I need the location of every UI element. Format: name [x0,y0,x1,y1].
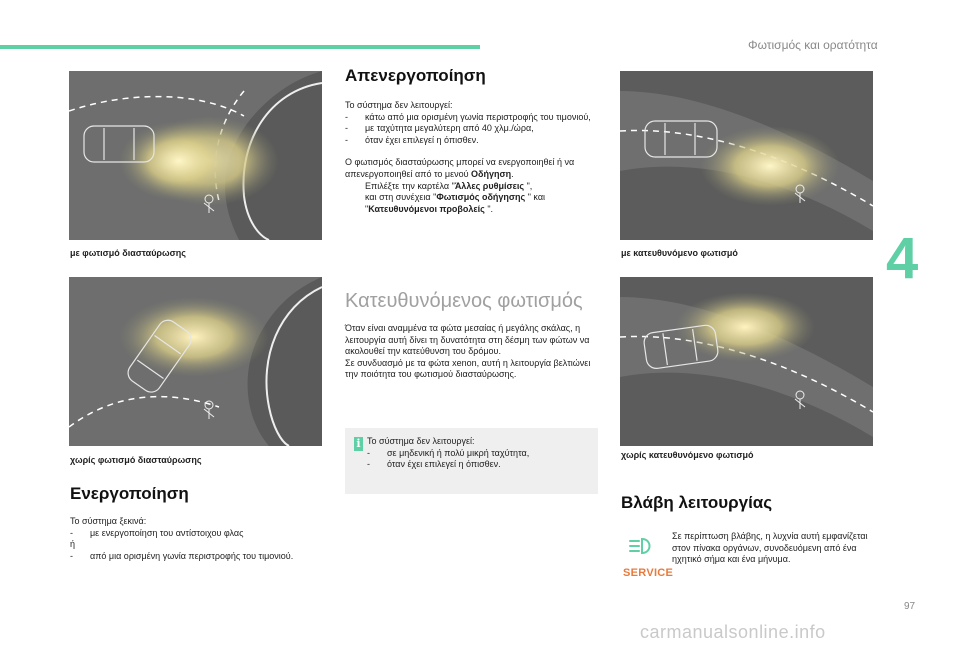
malfunction-text: Σε περίπτωση βλάβης, η λυχνία αυτή εμφανίζεται στον πίνακα οργάνων, συνοδευόμενη από ένα ηχητικό σήμα και ένα μήνυμα. [672,531,868,565]
menu-paragraph: Ο φωτισμός διασταύρωσης μπορεί να ενεργοποιηθεί ή να απενεργοποιηθεί από το μενού Οδήγηση. [345,157,575,179]
cornering-light-warning-icon [628,536,656,556]
list-item: - κάτω από μια ορισμένη γωνία περιστροφής του τιμονιού, [345,111,591,122]
deactivation-intro: Το σύστημα δεν λειτουργεί: [345,100,453,110]
list-item: - σε μηδενική ή πολύ μικρή ταχύτητα, [367,447,530,458]
menu-step: Επιλέξτε την καρτέλα "Άλλες ρυθμίσεις ", και στη συνέχεια "Φωτισμός οδήγησης " και "Κατευθυνόμενοι προβολείς ". [365,180,546,214]
note-intro: Το σύστημα δεν λειτουργεί: [367,436,475,446]
caption-without-directional-lighting: χωρίς κατευθυνόμενο φωτισμό [621,450,754,460]
heading-activation: Ενεργοποίηση [70,484,189,503]
heading-malfunction: Βλάβη λειτουργίας [621,493,773,512]
caption-without-cornering-light: χωρίς φωτισμό διασταύρωσης [70,455,202,465]
deactivation-text [345,100,598,215]
watermark: carmanualsonline.info [640,622,826,642]
directional-text [345,323,598,381]
list-item: - όταν έχει επιλεγεί η όπισθεν. [367,459,501,470]
service-warning-icon: SERVICE [623,567,674,579]
section-title: Φωτισμός και ορατότητα [748,38,878,52]
top-accent-bar [0,45,480,49]
directional-paragraph-1: Όταν είναι αναμμένα τα φώτα μεσαίας ή μεγάλης σκάλας, η λειτουργία αυτή δίνει τη δυνατότητα στη δέσμη των φώτων να ακολουθεί την κατεύθυνση του δρόμου. [345,323,590,357]
heading-directional-lighting: Κατευθυνόμενος φωτισμός [345,290,583,312]
activation-intro: Το σύστημα ξεκινά: [70,516,147,526]
directional-paragraph-2: Σε συνδυασμό με τα φώτα xenon, αυτή η λειτουργία βελτιώνει την ποιότητα του φωτισμού διασταύρωσης. [345,357,591,380]
list-item: - όταν έχει επιλεγεί η όπισθεν. [345,134,479,145]
illustration-without-cornering-light [69,277,322,446]
list-item: - από μια ορισμένη γωνία περιστροφής του τιμονιού. [70,550,294,561]
illustration-with-cornering-light [69,71,322,240]
activation-or: ή [70,539,76,550]
heading-deactivation: Απενεργοποίηση [345,66,486,85]
illustration-without-directional-lighting [620,277,873,446]
caption-with-cornering-light: με φωτισμό διασταύρωσης [70,248,186,258]
activation-text [70,516,323,562]
info-icon: i [354,437,363,451]
caption-with-directional-lighting: με κατευθυνόμενο φωτισμό [621,248,738,258]
list-item: - με ταχύτητα μεγαλύτερη από 40 χλμ./ώρα, [345,123,534,134]
info-note [345,428,598,494]
page-number: 97 [904,601,916,612]
list-item: - με ενεργοποίηση του αντίστοιχου φλας [70,527,244,538]
illustration-with-directional-lighting [620,71,873,240]
chapter-number: 4 [886,226,919,291]
